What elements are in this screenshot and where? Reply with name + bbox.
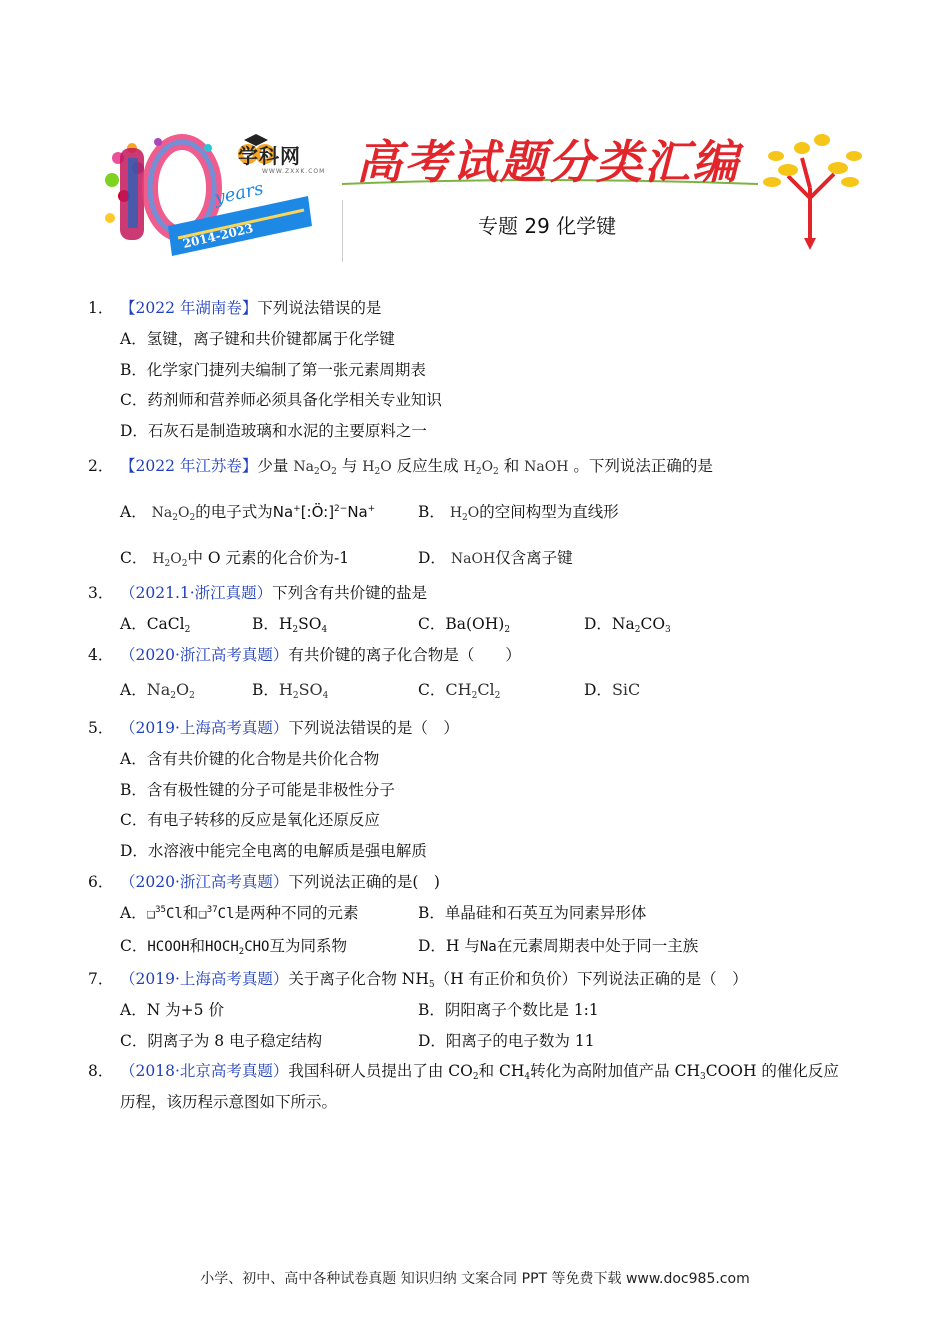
question-4 xyxy=(88,643,521,665)
question-number: 3． xyxy=(88,584,114,602)
question-stem: 下列说法错误的是 xyxy=(257,299,382,317)
question-8: 8． （2018·北京高考真题）我国科研人员提出了由 $CO_2$和 $CH_4$转化为高附加值产品 $CH_3COOH$ 的催化反应 xyxy=(88,1059,839,1082)
option-label: A． xyxy=(120,681,147,699)
question-source: （2020·浙江高考真题） xyxy=(120,646,289,664)
option-label: A． xyxy=(120,904,147,922)
option-label: C． xyxy=(120,549,148,567)
option-text: D．Na xyxy=(584,615,635,633)
question-source: （2019·上海高考真题） xyxy=(120,970,289,988)
q7-option-c: C．阴离子为 8 电子稳定结构 xyxy=(120,1032,323,1050)
q7-option-a: A．N 为+5 价 xyxy=(120,1001,224,1019)
question-stem: 有共价键的离子化合物是（ ） xyxy=(288,646,521,664)
q1-option-b: B．化学家门捷列夫编制了第一张元素周期表 xyxy=(120,361,426,379)
question-stem-part: 少量 xyxy=(257,457,289,475)
q3-option-c: C．$Ba(OH)_2$ xyxy=(418,615,511,635)
question-6 xyxy=(88,870,440,892)
option-text: 互为同系物 xyxy=(269,937,347,955)
question-stem-part: 与 xyxy=(341,457,358,475)
q4-option-d xyxy=(584,678,640,700)
question-number: 1． xyxy=(88,299,114,317)
q8-stem-line2: 历程，该历程示意图如下所示。 xyxy=(120,1093,338,1111)
question-number: 7． xyxy=(88,970,114,988)
question-stem-part: 关于离子化合物 NH xyxy=(288,970,429,988)
formula-naoh: NaOH xyxy=(524,459,569,475)
question-3 xyxy=(88,581,427,603)
question-number: 8． xyxy=(88,1062,114,1080)
option-label: D．H 与 xyxy=(418,937,480,955)
q5-option-b: B．含有极性键的分子可能是非极性分子 xyxy=(120,781,395,799)
q3-option-a: A．CaCl$_2$ xyxy=(120,615,191,635)
q1-option-c: C．药剂师和营养师必须具备化学相关专业知识 xyxy=(120,391,442,409)
option-text: 中 O 元素的化合价为-1 xyxy=(187,549,350,567)
xueke-logo-url: WWW.ZXXK.COM xyxy=(262,168,326,175)
option-label: D． xyxy=(584,681,612,699)
option-text: 和 xyxy=(189,937,206,955)
question-5 xyxy=(88,716,459,738)
question-source: 【2022 年湖南卷】 xyxy=(120,299,258,317)
question-source: （2019·上海高考真题） xyxy=(120,719,289,737)
q2-option-a: A． $Na_2O_2$的电子式为Na+[:Ö:]$^{2-}$Na+ xyxy=(120,503,376,523)
q4-option-b: B．$H_2SO_4$ xyxy=(252,680,329,701)
xueke-logo-text: 学科网 xyxy=(238,144,301,168)
q7-option-b: B．阴阳离子个数比是 1:1 xyxy=(418,1001,599,1019)
question-2: 2． 【2022 年江苏卷】少量 $Na_2O_2$ 与 $H_2O$ 反应生成 $H_2O_2$ 和 NaOH 。下列说法正确的是 xyxy=(88,454,713,477)
banner-title: 高考试题分类汇编 xyxy=(356,135,740,189)
question-1 xyxy=(88,296,381,318)
question-stem-part: （H 有正价和负价）下列说法正确的是（ ） xyxy=(434,970,748,988)
question-source: （2018·北京高考真题） xyxy=(120,1062,289,1080)
q5-option-c: C．有电子转移的反应是氧化还原反应 xyxy=(120,811,380,829)
question-stem-part: 和 xyxy=(503,457,520,475)
q4-option-a: A．$Na_2O_2$ xyxy=(120,680,195,701)
q6-option-b: B．单晶硅和石英互为同素异形体 xyxy=(418,904,647,922)
option-text: C．Ba(OH) xyxy=(418,615,505,633)
question-source: （2021.1·浙江真题） xyxy=(120,584,273,602)
q5-option-d: D．水溶液中能完全电离的电解质是强电解质 xyxy=(120,842,427,860)
q6-option-a: A．❑$^{35}$Cl和❑$^{37}$Cl是两种不同的元素 xyxy=(120,904,359,922)
option-label: C． xyxy=(418,681,446,699)
question-number: 2． xyxy=(88,457,114,475)
q5-option-a: A．含有共价键的化合物是共价化合物 xyxy=(120,750,380,768)
question-stem: 下列说法正确的是( ) xyxy=(288,873,440,891)
q3-option-b: B．$H_2SO_4$ xyxy=(252,615,328,635)
question-number: 4． xyxy=(88,646,114,664)
years-range: 2014-2023 xyxy=(181,221,255,251)
option-text: 和 xyxy=(182,904,199,922)
option-text: B．H xyxy=(252,615,293,633)
q1-option-a: A．氢键，离子键和共价键都属于化学键 xyxy=(120,330,395,348)
page-title: 专题 29 化学键 xyxy=(478,214,617,238)
question-stem-part: 。下列说法正确的是 xyxy=(573,457,713,475)
option-label: C． xyxy=(120,937,148,955)
question-7: 7． （2019·上海高考真题）关于离子化合物 $NH_5(H$ 有正价和负价）下列说法正确的是（ ） xyxy=(88,967,748,990)
q4-option-c: C．$CH_2Cl_2$ xyxy=(418,680,501,701)
option-label: B． xyxy=(418,503,445,521)
question-stem: 下列含有共价键的盐是 xyxy=(272,584,428,602)
question-source: （2020·浙江高考真题） xyxy=(120,873,289,891)
q6-option-d: D．H 与Na在元素周期表中处于同一主族 xyxy=(418,937,699,955)
option-label: D． xyxy=(418,549,446,567)
option-label: A． xyxy=(120,503,147,521)
question-number: 6． xyxy=(88,873,114,891)
option-text: 仅含离子键 xyxy=(495,549,573,567)
option-text: 的电子式为 xyxy=(195,503,273,521)
option-text: 是两种不同的元素 xyxy=(234,904,359,922)
header-divider xyxy=(342,200,343,262)
formula-naoh: NaOH xyxy=(450,551,496,567)
q3-option-d: D．$Na_2CO_3$ xyxy=(584,615,671,635)
question-stem-part: 我国科研人员提出了由 CO xyxy=(288,1062,473,1080)
question-number: 5． xyxy=(88,719,114,737)
q6-option-c: C．HCOOH和$HOCH_2CHO$互为同系物 xyxy=(120,937,347,957)
q1-option-d: D．石灰石是制造玻璃和水泥的主要原料之一 xyxy=(120,422,427,440)
q2-option-d xyxy=(418,546,573,568)
question-stem: 下列说法错误的是（ ） xyxy=(288,719,459,737)
option-text: A．CaCl xyxy=(120,615,185,633)
option-text: 的空间构型为直线形 xyxy=(479,503,619,521)
q7-option-d: D．阳离子的电子数为 11 xyxy=(418,1032,595,1050)
question-stem-part: 转化为高附加值产品 CH xyxy=(530,1062,700,1080)
question-stem-part: 和 CH xyxy=(478,1062,525,1080)
question-stem-part: COOH 的催化反应 xyxy=(705,1062,839,1080)
formula-sic: SiC xyxy=(611,680,641,699)
page-footer: 小学、初中、高中各种试卷真题 知识归纳 文案合同 PPT 等免费下载 www.doc985.com xyxy=(200,1271,750,1287)
option-text: 在元素周期表中处于同一主族 xyxy=(496,937,699,955)
tree-pencil-icon xyxy=(763,134,862,250)
years-label: years xyxy=(212,178,266,209)
question-source: 【2022 年江苏卷】 xyxy=(120,457,258,475)
option-label: B． xyxy=(252,681,279,699)
q2-option-b: B． $H_2O$的空间构型为直线形 xyxy=(418,503,619,523)
question-stem-part: 反应生成 xyxy=(396,457,459,475)
q2-option-c: C． $H_2O_2$中 O 元素的化合价为-1 xyxy=(120,549,350,569)
